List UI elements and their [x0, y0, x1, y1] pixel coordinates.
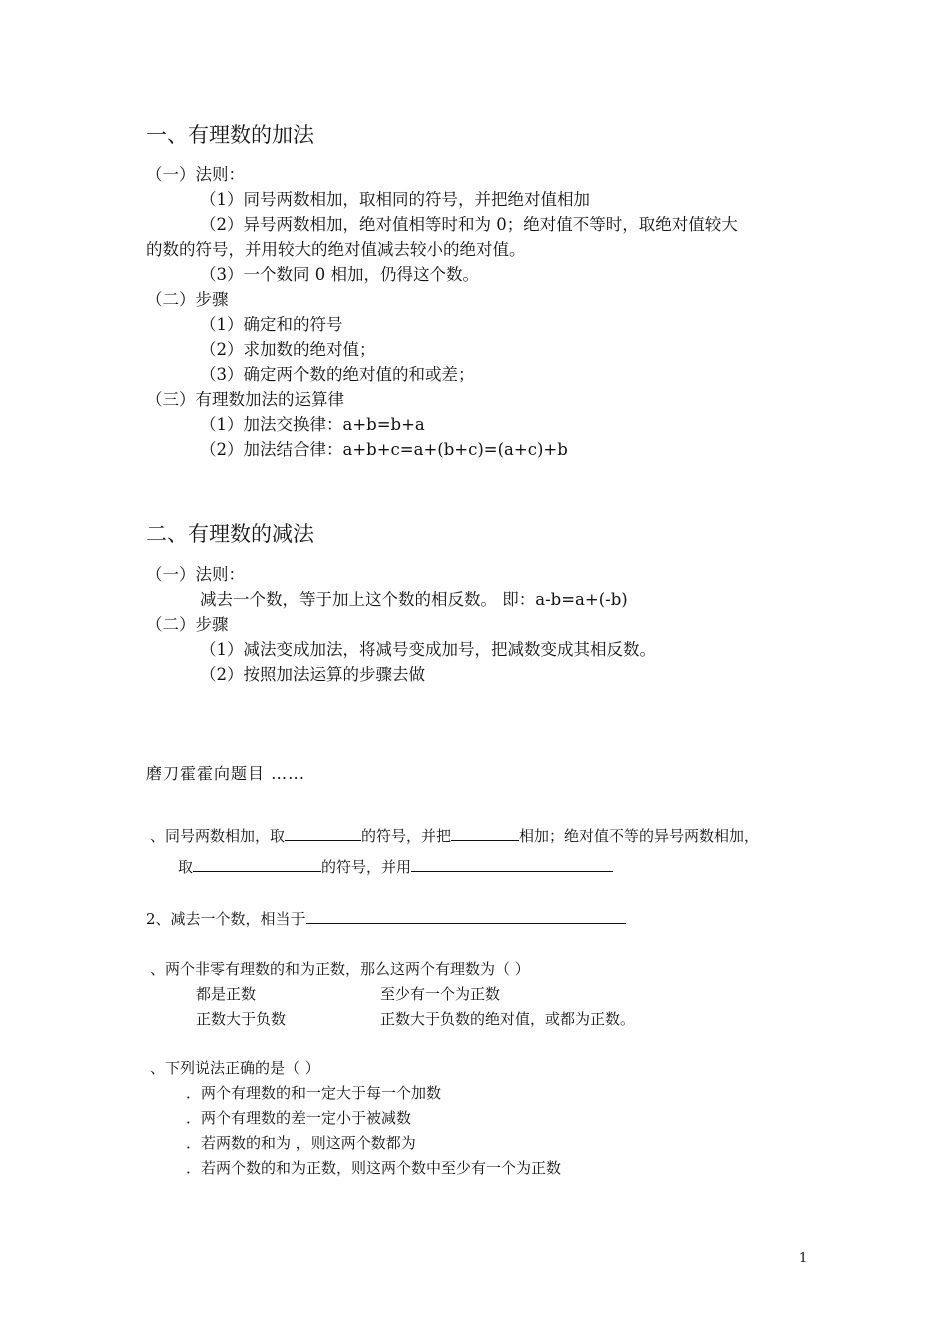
addition-step-3: （3）确定两个数的绝对值的和或差；	[200, 365, 475, 384]
addition-rule-3: （3）一个数同 0 相加，仍得这个数。	[200, 265, 479, 284]
section1-laws-heading: （三）有理数加法的运算律	[146, 390, 344, 409]
section2-rules-heading: （一）法则：	[146, 565, 245, 584]
q1-text-e: 的符号，并用	[321, 858, 412, 876]
associative-law: （2）加法结合律：a+b+c=a+(b+c)=(a+c)+b	[200, 440, 568, 459]
q1-blank-3[interactable]	[193, 857, 321, 872]
q1-blank-2[interactable]	[451, 826, 519, 841]
addition-rule-2-line2: 的数的符号，并用较大的绝对值减去较小的绝对值。	[146, 240, 526, 259]
addition-step-1: （1）确定和的符号	[200, 315, 343, 334]
addition-rule-1: （1）同号两数相加，取相同的符号，并把绝对值相加	[200, 190, 590, 209]
section2-title: 二、有理数的减法	[146, 522, 314, 546]
q1-text-a: 、同号两数相加，取	[150, 827, 286, 845]
q4-option-d: ．若两个数的和为正数，则这两个数中至少有一个为正数	[186, 1159, 562, 1177]
q3-option-c: 正数大于负数	[196, 1010, 287, 1028]
q4-option-c: ．若两数的和为 ，则这两个数都为	[186, 1134, 416, 1152]
subtraction-rule: 减去一个数，等于加上这个数的相反数。 即：a-b=a+(-b)	[200, 590, 628, 609]
question-1-line1	[150, 826, 759, 844]
q4-option-a: ．两个有理数的和一定大于每一个加数	[186, 1084, 442, 1102]
q2-blank[interactable]	[306, 909, 626, 924]
question-4: 、下列说法正确的是（ ）	[150, 1059, 320, 1077]
q4-option-b: ．两个有理数的差一定小于被减数	[186, 1109, 412, 1127]
exercises-heading: 磨刀霍霍向题目 ……	[146, 764, 306, 783]
section1-steps-heading: （二）步骤	[146, 290, 229, 309]
addition-step-2: （2）求加数的绝对值；	[200, 340, 376, 359]
page-number: 1	[799, 1251, 808, 1266]
q2-text: 2、减去一个数，相当于	[146, 910, 306, 928]
section1-title: 一、有理数的加法	[146, 123, 314, 147]
q1-text-b: 的符号，并把	[361, 827, 452, 845]
question-3: 、两个非零有理数的和为正数，那么这两个有理数为（ ）	[150, 960, 530, 978]
q1-text-c: 相加；绝对值不等的异号两数相加，	[519, 827, 760, 845]
section2-steps-heading: （二）步骤	[146, 615, 229, 634]
q3-option-a: 都是正数	[196, 985, 257, 1003]
q1-blank-1[interactable]	[285, 826, 361, 841]
subtraction-step-1: （1）减法变成加法，将减号变成加号，把减数变成其相反数。	[200, 640, 656, 659]
q3-option-b: 至少有一个为正数	[380, 985, 501, 1003]
q1-text-d: 取	[178, 858, 194, 876]
section1-rules-heading: （一）法则：	[146, 165, 245, 184]
q3-option-d: 正数大于负数的绝对值，或都为正数。	[380, 1010, 636, 1028]
commutative-law: （1）加法交换律：a+b=b+a	[200, 415, 425, 434]
q1-blank-4[interactable]	[411, 857, 613, 872]
question-1-line2	[178, 857, 613, 875]
addition-rule-2-line1: （2）异号两数相加，绝对值相等时和为 0；绝对值不等时，取绝对值较大	[200, 215, 738, 234]
question-2	[146, 909, 626, 927]
subtraction-step-2: （2）按照加法运算的步骤去做	[200, 665, 425, 684]
